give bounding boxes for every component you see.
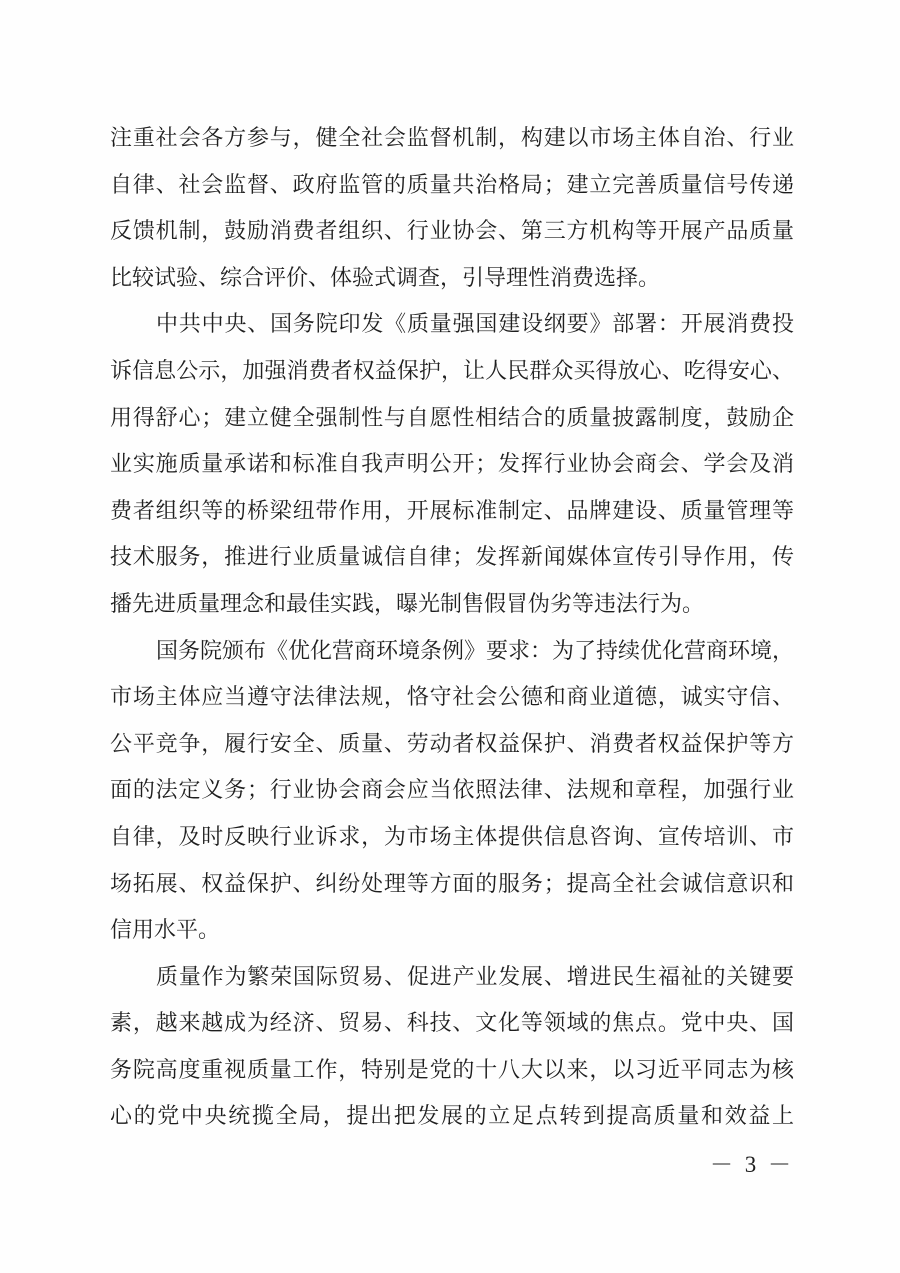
text-line: 用得舒心；建立健全强制性与自愿性相结合的质量披露制度，鼓励企 [110, 404, 794, 430]
text-line: 质量作为繁荣国际贸易、促进产业发展、增进民生福祉的关键要 [156, 963, 794, 989]
text-line: 业实施质量承诺和标准自我声明公开；发挥行业协会商会、学会及消 [110, 451, 794, 477]
text-line: 播先进质量理念和最佳实践，曝光制售假冒伪劣等违法行为。 [110, 590, 705, 616]
text-line: 市场主体应当遵守法律法规，恪守社会公德和商业道德，诚实守信、 [110, 684, 794, 710]
text-line: 场拓展、权益保护、纠纷处理等方面的服务；提高全社会诚信意识和 [110, 870, 794, 896]
text-line: 费者组织等的桥梁纽带作用，开展标准制定、品牌建设、质量管理等 [110, 497, 794, 523]
text-line: 反馈机制，鼓励消费者组织、行业协会、第三方机构等开展产品质量 [110, 218, 794, 244]
text-line: 注重社会各方参与，健全社会监督机制，构建以市场主体自治、行业 [110, 125, 794, 150]
text-line: 务院高度重视质量工作，特别是党的十八大以来，以习近平同志为核 [110, 1056, 794, 1082]
text-line: 国务院颁布《优化营商环境条例》要求：为了持续优化营商环境， [156, 637, 795, 663]
text-line: 诉信息公示，加强消费者权益保护，让人民群众买得放心、吃得安心、 [110, 357, 794, 383]
text-line: 比较试验、综合评价、体验式调查，引导理性消费选择。 [110, 264, 661, 290]
text-line: 面的法定义务；行业协会商会应当依照法律、法规和章程，加强行业 [110, 777, 794, 803]
text-line: 自律，及时反映行业诉求，为市场主体提供信息咨询、宣传培训、市 [110, 823, 794, 849]
text-line: 中共中央、国务院印发《质量强国建设纲要》部署：开展消费投 [156, 311, 794, 337]
page-number: － 3 － [710, 1152, 794, 1177]
text-line: 公平竞争，履行安全、质量、劳动者权益保护、消费者权益保护等方 [110, 730, 794, 756]
text-line: 自律、社会监督、政府监管的质量共治格局；建立完善质量信号传递 [110, 171, 794, 197]
text-line: 素，越来越成为经济、贸易、科技、文化等领域的焦点。党中央、国 [110, 1010, 794, 1036]
document-body-text [110, 115, 794, 1140]
text-line: 心的党中央统揽全局，提出把发展的立足点转到提高质量和效益上 [110, 1103, 794, 1129]
text-line: 信用水平。 [110, 917, 221, 943]
text-line: 技术服务，推进行业质量诚信自律；发挥新闻媒体宣传引导作用，传 [110, 544, 794, 570]
